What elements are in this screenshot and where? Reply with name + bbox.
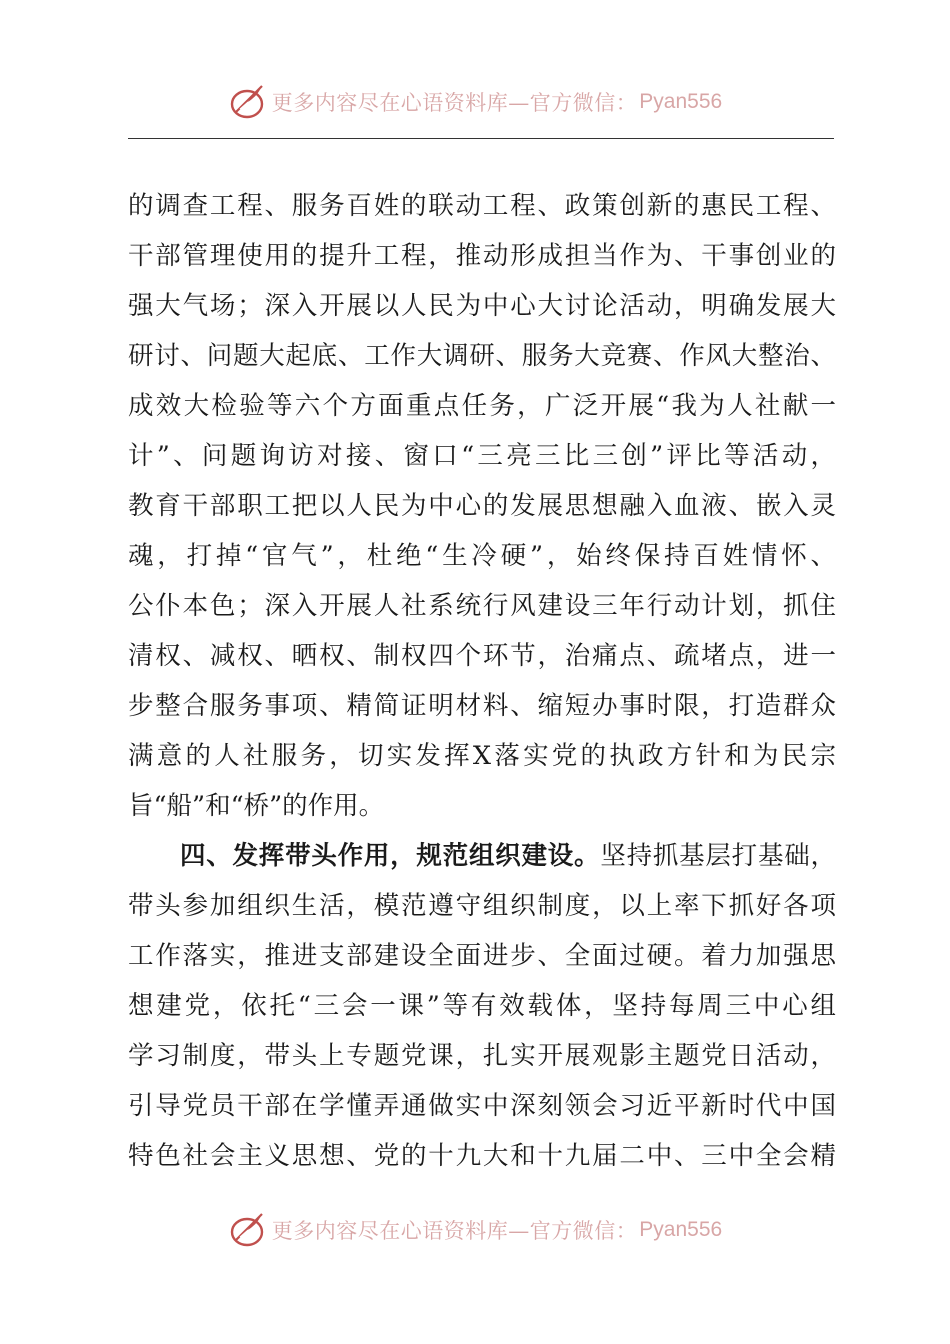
text-line: 想建党，依托“三会一课”等有效载体，坚持每周三中心组 <box>128 991 836 1021</box>
header-banner-id: Pyan556 <box>639 90 723 113</box>
header-banner <box>0 80 950 124</box>
footer-banner-text: 更多内容尽在心语资料库—官方微信： <box>271 1219 638 1243</box>
text-line: 公仆本色；深入开展人社系统行风建设三年行动计划，抓住 <box>128 591 836 621</box>
text-line: 教育干部职工把以人民为中心的发展思想融入血液、嵌入灵 <box>128 491 836 521</box>
section-heading: 四、发挥带头作用，规范组织建设。 <box>180 841 601 871</box>
text-line: 魂，打掉“官气”，杜绝“生冷硬”，始终保持百姓情怀、 <box>128 541 836 571</box>
header-banner-text: 更多内容尽在心语资料库—官方微信： <box>271 91 638 115</box>
quill-logo-icon <box>228 82 268 122</box>
text-line: 的调查工程、服务百姓的联动工程、政策创新的惠民工程、 <box>128 191 836 221</box>
quill-logo-icon <box>228 1210 268 1250</box>
text-line: 特色社会主义思想、党的十九大和十九届二中、三中全会精 <box>128 1141 836 1171</box>
section-first-rest: 坚持抓基层打基础， <box>600 841 836 871</box>
text-line: 学习制度，带头上专题党课，扎实开展观影主题党日活动， <box>128 1041 836 1071</box>
header-rule <box>128 138 834 139</box>
text-line: 计”、问题询访对接、窗口“三亮三比三创”评比等活动， <box>128 441 836 471</box>
text-line: 干部管理使用的提升工程，推动形成担当作为、干事创业的 <box>128 241 836 271</box>
text-line: 强大气场；深入开展以人民为中心大讨论活动，明确发展大 <box>128 291 836 321</box>
footer-banner <box>0 1208 950 1252</box>
text-line: 满意的人社服务，切实发挥X落实党的执政方针和为民宗 <box>128 741 836 771</box>
text-line: 步整合服务事项、精简证明材料、缩短办事时限，打造群众 <box>128 691 836 721</box>
text-line: 引导党员干部在学懂弄通做实中深刻领会习近平新时代中国 <box>128 1091 836 1121</box>
text-line: 工作落实，推进支部建设全面进步、全面过硬。着力加强思 <box>128 941 836 971</box>
text-line: 清权、减权、晒权、制权四个环节，治痛点、疏堵点，进一 <box>128 641 836 671</box>
document-body <box>128 181 836 1181</box>
text-line: 研讨、问题大起底、工作大调研、服务大竞赛、作风大整治、 <box>128 341 836 371</box>
footer-banner-id: Pyan556 <box>639 1218 723 1241</box>
text-line: 带头参加组织生活，模范遵守组织制度，以上率下抓好各项 <box>128 891 836 921</box>
section-first-line <box>128 831 836 881</box>
text-line: 旨“船”和“桥”的作用。 <box>128 791 385 821</box>
text-line: 成效大检验等六个方面重点任务，广泛开展“我为人社献一 <box>128 391 836 421</box>
